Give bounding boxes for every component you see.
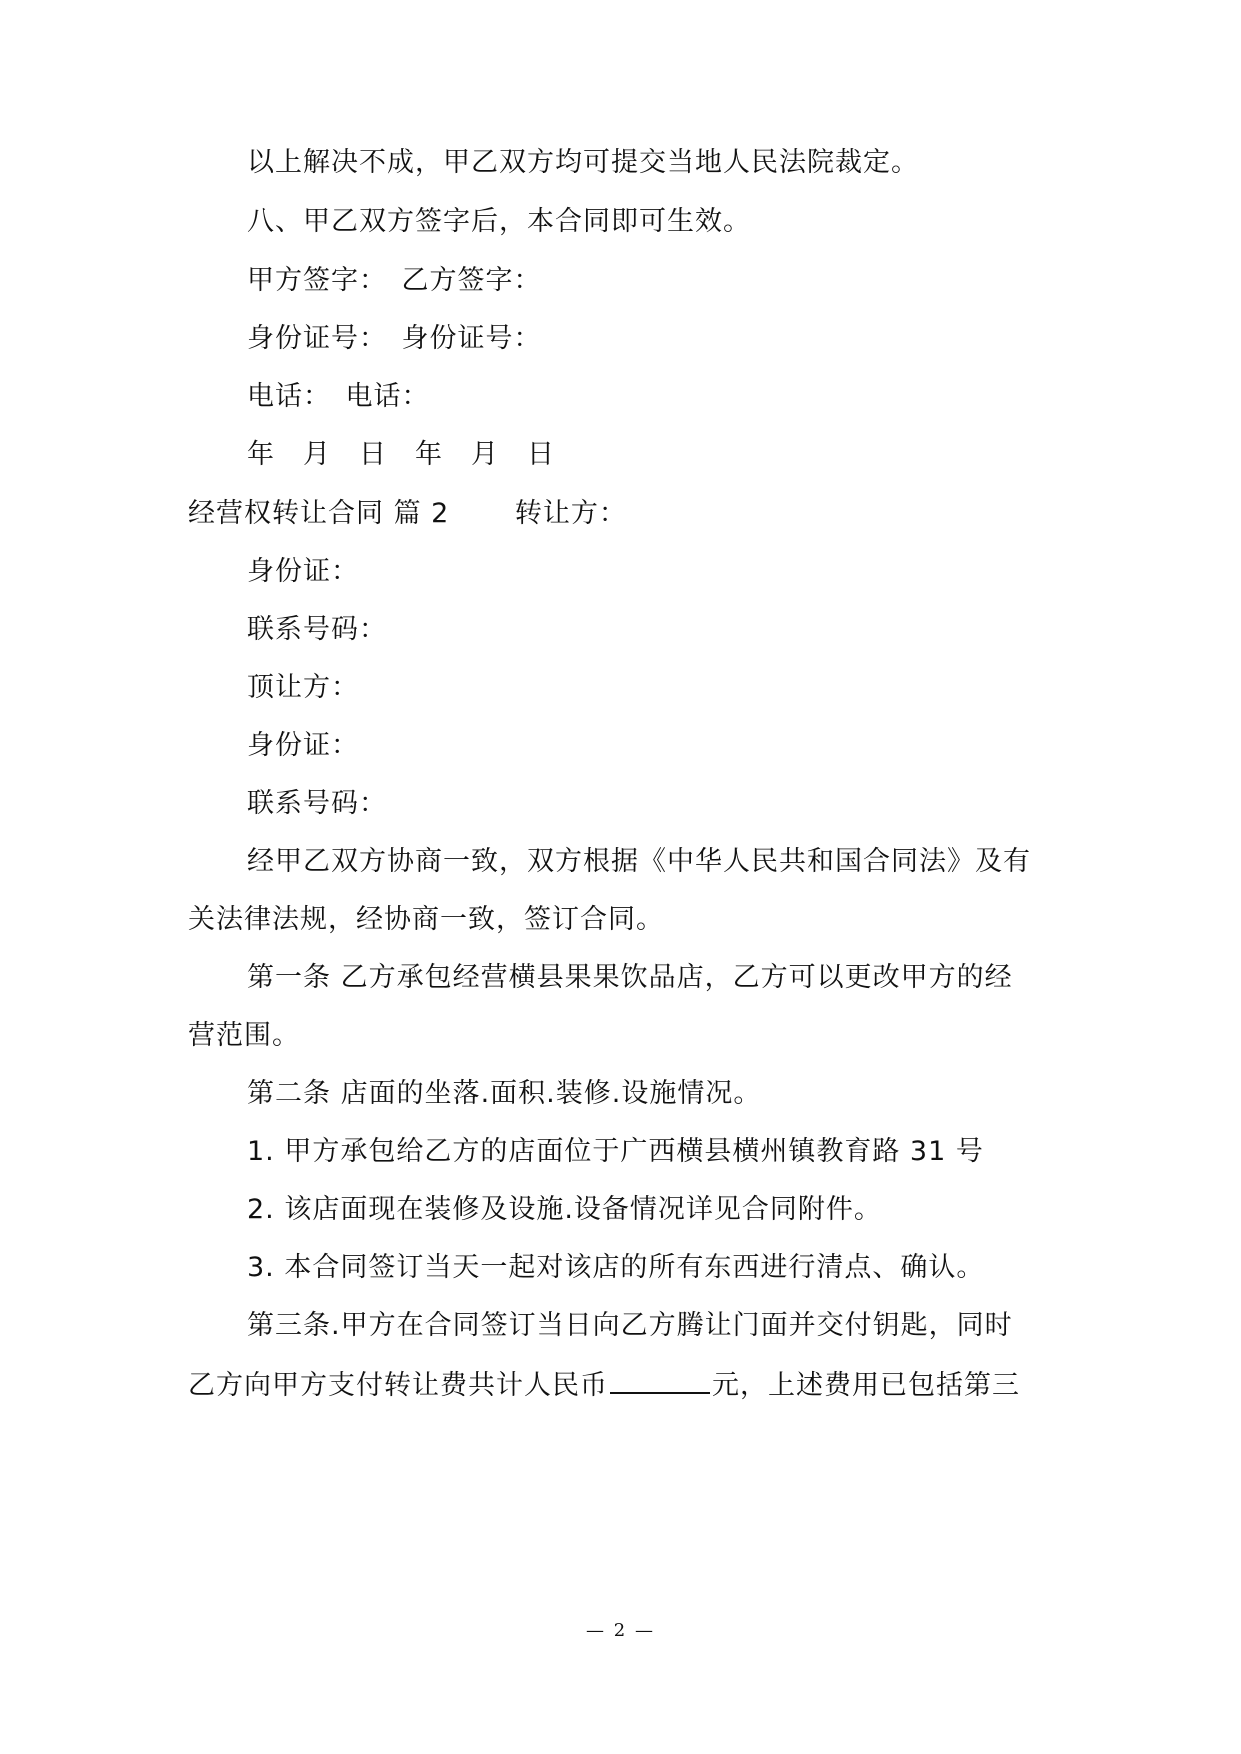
phone-line: 电话： 电话： xyxy=(247,381,430,412)
field-line: 身份证： xyxy=(247,730,359,761)
paragraph-line: 以上解决不成，甲乙双方均可提交当地人民法院裁定。 xyxy=(247,147,919,178)
paragraph-line: 营范围。 xyxy=(188,1020,300,1051)
paragraph-line: 八、甲乙双方签字后，本合同即可生效。 xyxy=(247,206,751,237)
field-line: 联系号码： xyxy=(247,788,387,819)
paragraph-line: 第二条 店面的坐落.面积.装修.设施情况。 xyxy=(247,1078,762,1109)
amount-blank xyxy=(610,1366,710,1394)
list-item: 3. 本合同签订当天一起对该店的所有东西进行清点、确认。 xyxy=(247,1252,985,1283)
text-before-blank: 乙方向甲方支付转让费共计人民币 xyxy=(188,1370,608,1401)
section-heading: 经营权转让合同 篇 2 转让方： xyxy=(188,498,627,529)
paragraph-line: 第一条 乙方承包经营横县果果饮品店，乙方可以更改甲方的经 xyxy=(247,962,1013,993)
date-line: 年 月 日 年 月 日 xyxy=(247,439,555,470)
id-number-line: 身份证号： 身份证号： xyxy=(247,323,542,354)
list-item: 1. 甲方承包给乙方的店面位于广西横县横州镇教育路 31 号 xyxy=(247,1136,984,1167)
paragraph-line: 经甲乙双方协商一致，双方根据《中华人民共和国合同法》及有 xyxy=(247,846,1031,877)
paragraph-line: 第三条.甲方在合同签订当日向乙方腾让门面并交付钥匙，同时 xyxy=(247,1310,1013,1341)
field-line: 顶让方： xyxy=(247,672,359,703)
field-line: 身份证： xyxy=(247,556,359,587)
paragraph-line: 关法律法规，经协商一致，签订合同。 xyxy=(188,904,664,935)
list-item: 2. 该店面现在装修及设施.设备情况详见合同附件。 xyxy=(247,1194,882,1225)
paragraph-line xyxy=(188,1366,1020,1404)
field-line: 联系号码： xyxy=(247,614,387,645)
signature-line: 甲方签字： 乙方签字： xyxy=(247,265,542,296)
page-number: — 2 — xyxy=(586,1620,655,1641)
text-after-blank: 元，上述费用已包括第三 xyxy=(712,1370,1020,1401)
